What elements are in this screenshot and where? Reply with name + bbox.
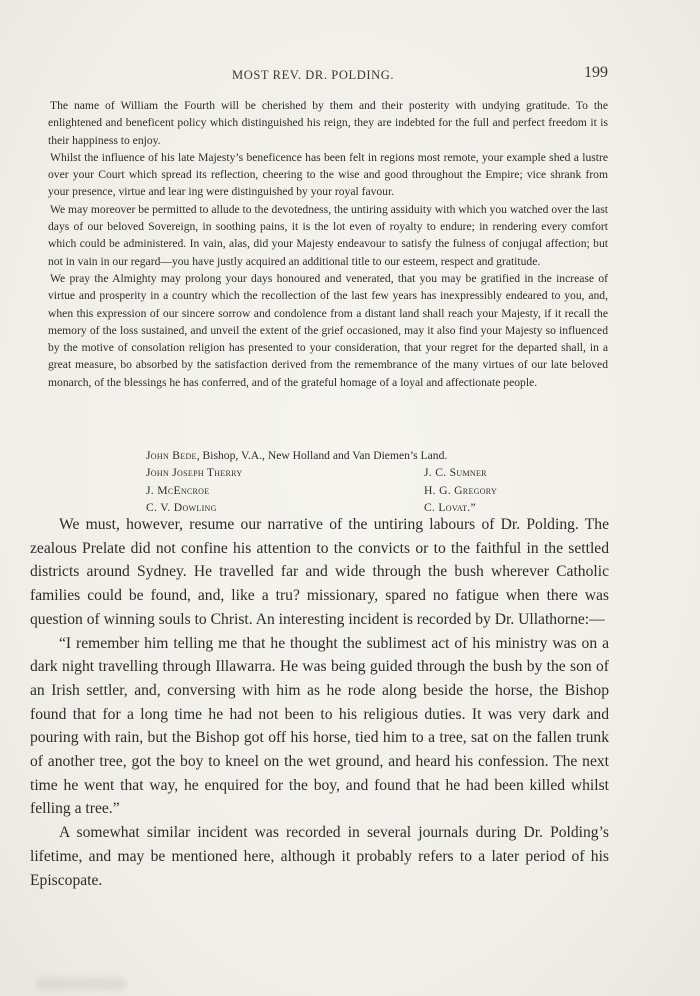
- signatory-title: , Bishop, V.A., New Holland and Van Diemen’s Land.: [196, 449, 448, 462]
- signatory-line: [146, 447, 616, 464]
- signatory-line: [146, 464, 616, 481]
- quotation-paragraph: “I remember him telling me that he thought the sublimest act of his ministry was on a dark night travelling through Illawarra. He was being guided through the bush by the son of an Irish settler, and, conversing with him as he rode along beside the horse, the Bishop found that for a long time he had not been to his religious duties. It was very dark and pouring with rain, but the Bishop got off his horse, tied him to a tree, sat on the fallen trunk of another tree, got the boy to kneel on the wet ground, and heard his confession. The next time he went that way, he enquired for the boy, and found that he had been killed whilst felling a tree.”: [30, 634, 609, 818]
- running-head: [0, 66, 700, 86]
- narrative-paragraph: A somewhat similar incident was recorded in several journals during Dr. Polding’s lifetime, and may be mentioned here, although it probably refers to a later period of his Episcopate.: [30, 824, 609, 889]
- page-number: 199: [584, 64, 608, 81]
- address-paragraph: Whilst the influence of his late Majesty’s beneficence has been felt in regions most remote, your example shed a lustre over your Court which spread its reflection, cheering to the wise and good throughout the Empire; vice shrank from your presence, virtue and lear ing were distinguished by your royal favour.: [48, 150, 608, 199]
- signatory-name: John Bede: [146, 449, 197, 462]
- address-paragraph: We pray the Almighty may prolong your days honoured and venerated, that you may be gratified in the increase of virtue and prosperity in a country which the recollection of the last few years has inexpressibly endeared to you, and, when this expression of our sincere sorrow and condolence from a distant land shall reach your Majesty, if it recall the memory of the loss sustained, and unveil the extent of the grief occasioned, may it also find your Majesty so influenced by the motive of consolation religion has presented to your consideration, that your regret for the departed shall, in a great measure, bo absorbed by the satisfaction derived from the remembrance of the many virtues of our late beloved monarch, of the blessings he has conferred, and of the grateful homage of a loyal and affectionate people.: [48, 271, 608, 389]
- signatory-name: J. McEncroe: [146, 483, 210, 497]
- signatory-name: C. V. Dowling: [146, 500, 217, 514]
- address-text: [48, 97, 608, 391]
- signatory-name: C. Lovat.”: [424, 500, 476, 514]
- narrative-paragraph: We must, however, resume our narrative of the untiring labours of Dr. Polding. The zealous Prelate did not confine his attention to the convicts or to the faithful in the settled districts around Sydney. He travelled far and wide through the bush wherever Catholic families could be found, and, like a tru? missionary, spared no fatigue when there was question of winning souls to Christ. An interesting incident is recorded by Dr. Ullathorne:—: [30, 516, 609, 628]
- page-smudge: [36, 978, 126, 990]
- address-paragraph: The name of William the Fourth will be cherished by them and their posterity with undying gratitude. To the enlightened and beneficent policy which distinguished his reign, they are indebted for the full and perfect freedom it is their happiness to enjoy.: [48, 99, 608, 147]
- signatory-name: J. C. Sumner: [424, 466, 487, 480]
- signatory-name: John Joseph Therry: [146, 466, 243, 480]
- signatory-name: H. G. Gregory: [424, 483, 498, 497]
- address-paragraph: We may moreover be permitted to allude to the devotedness, the untiring assiduity with which you watched over the last days of our beloved Sovereign, in soothing pains, it is the lot even of royalty to endure; in rendering every comfort which could be administered. In vain, alas, did your Majesty endeavour to satisfy the fulness of conjugal affection; but not in vain in our regard—you have justly acquired an additional title to our esteem, respect and gratitude.: [48, 202, 608, 268]
- running-title: MOST REV. DR. POLDING.: [232, 68, 395, 82]
- signatory-line: [146, 482, 616, 499]
- signatories: [146, 447, 616, 516]
- narrative-text: [30, 513, 609, 892]
